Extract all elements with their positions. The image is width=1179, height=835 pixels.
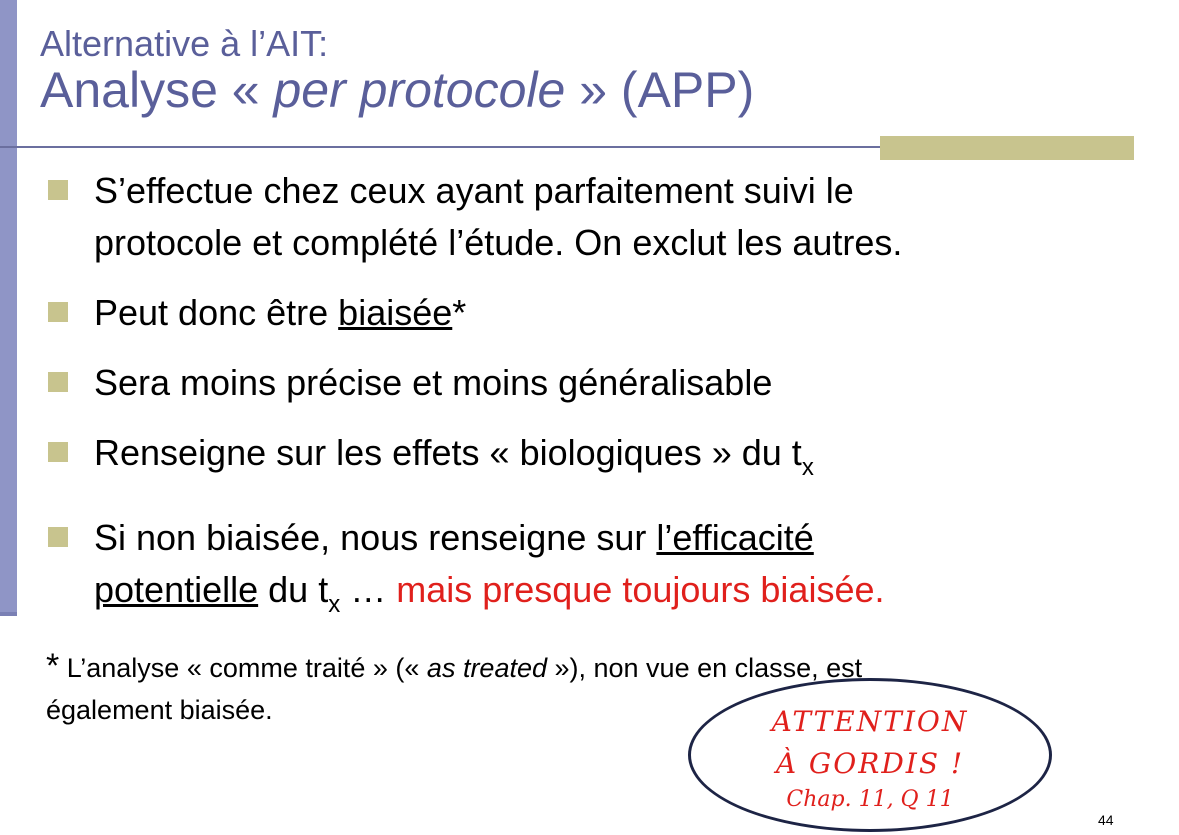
bullet-5-red-text: mais presque toujours biaisée.	[396, 569, 885, 610]
bullet-2-underlined: biaisée	[338, 292, 453, 333]
bullet-5-subscript: x	[328, 591, 341, 618]
bullet-5-line2-underlined: potentielle	[94, 569, 259, 610]
decorative-olive-block	[880, 136, 1134, 160]
bullet-5-ellipsis: …	[340, 569, 397, 610]
slide-title-line2	[40, 62, 754, 118]
bullet-item-3	[48, 357, 1098, 409]
title-italic: per protocole	[273, 62, 566, 118]
title-part2: » (APP)	[565, 62, 755, 118]
left-accent-bar	[0, 0, 17, 612]
callout-line3: Chap. 11, Q 11	[786, 787, 954, 812]
slide-title-line1: Alternative à l’AIT:	[40, 23, 329, 64]
bullet-5-line2-text: du t	[258, 569, 329, 610]
left-accent-bar-shadow	[0, 612, 17, 616]
bullet-square-icon	[48, 527, 68, 547]
footnote-star: *	[46, 647, 60, 685]
footnote-text2: »), non vue en classe, est	[547, 653, 863, 683]
bullet-item-1	[48, 165, 1098, 269]
bullet-square-icon	[48, 180, 68, 200]
callout-line2: À GORDIS !	[775, 747, 965, 780]
footnote-italic: as treated	[426, 653, 547, 683]
bullet-list	[48, 165, 1098, 649]
bullet-1-line2: protocole et complété l’étude. On exclut les autres.	[94, 222, 903, 263]
callout-line1: ATTENTION	[771, 705, 969, 738]
page-number: 44	[1098, 812, 1114, 828]
bullet-item-2	[48, 287, 1098, 339]
bullet-item-4	[48, 427, 1098, 494]
bullet-5-line1-text: Si non biaisée, nous renseigne sur	[94, 517, 657, 558]
footnote-line2: également biaisée.	[46, 695, 273, 725]
bullet-3-text: Sera moins précise et moins généralisable	[94, 362, 773, 403]
bullet-2-suffix: *	[452, 292, 467, 333]
bullet-4-subscript: x	[801, 454, 814, 481]
bullet-4-text: Renseigne sur les effets « biologiques » du t	[94, 432, 802, 473]
bullet-square-icon	[48, 302, 68, 322]
title-part1: Analyse «	[40, 62, 274, 118]
bullet-square-icon	[48, 442, 68, 462]
callout-oval	[688, 678, 1052, 832]
bullet-1-line1: S’effectue chez ceux ayant parfaitement suivi le	[94, 170, 854, 211]
bullet-square-icon	[48, 372, 68, 392]
bullet-5-line1-underlined: l’efficacité	[656, 517, 814, 558]
footnote-text1: L’analyse « comme traité » («	[59, 653, 427, 683]
bullet-2-text: Peut donc être	[94, 292, 339, 333]
bullet-item-5	[48, 512, 1098, 631]
